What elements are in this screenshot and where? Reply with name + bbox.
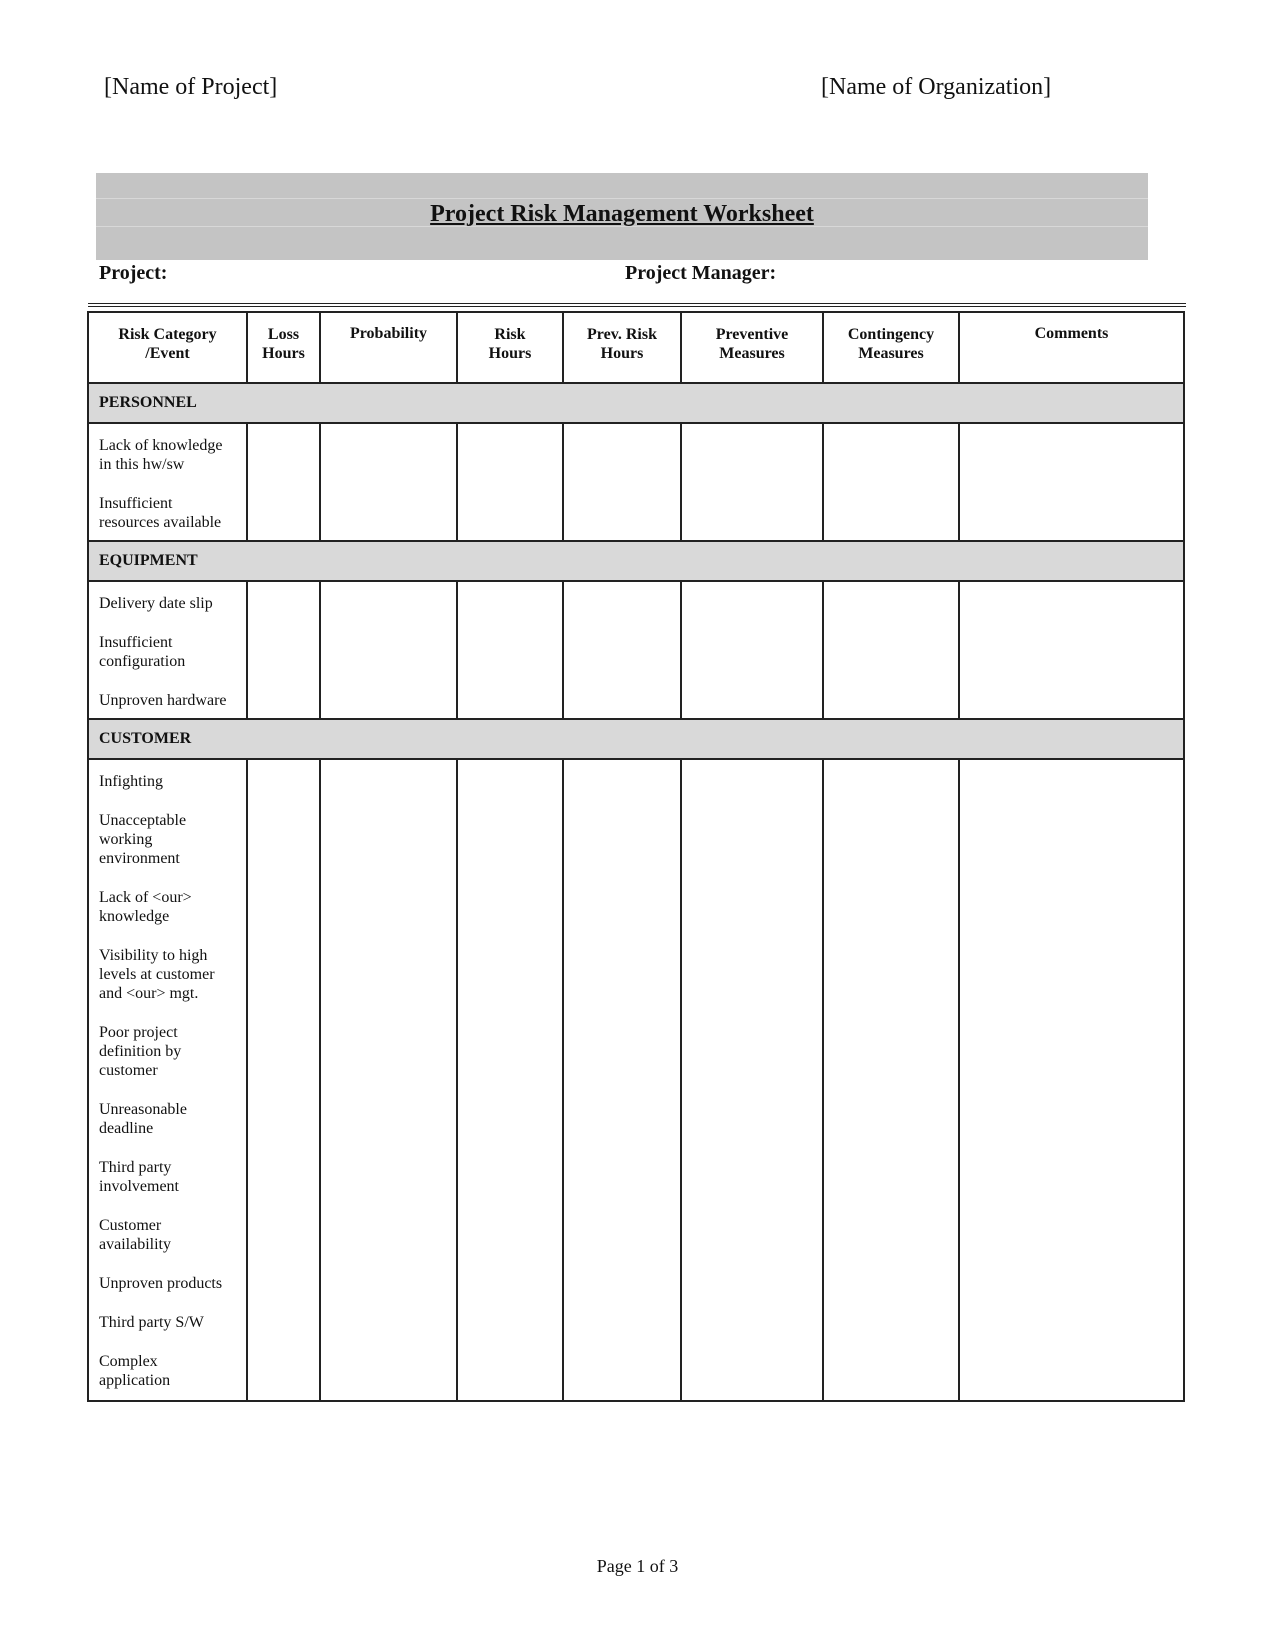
col-loss-hours: Loss Hours <box>247 312 320 383</box>
preventive-measures-cell[interactable] <box>681 581 823 719</box>
loss-hours-cell[interactable] <box>247 581 320 719</box>
organization-name: [Name of Organization] <box>821 74 1052 100</box>
col-probability: Probability <box>320 312 457 383</box>
top-rule-2 <box>88 306 1186 307</box>
col-risk-category: Risk Category /Event <box>88 312 247 383</box>
events-row-customer <box>88 759 1184 1401</box>
events-row-personnel <box>88 423 1184 541</box>
project-field-label: Project: <box>99 262 168 284</box>
contingency-measures-cell[interactable] <box>823 423 959 541</box>
project-manager-field-label: Project Manager: <box>625 262 777 284</box>
category-label: PERSONNEL <box>88 383 1184 423</box>
event-item: Third party involvement <box>99 1159 179 1195</box>
preventive-measures-cell[interactable] <box>681 759 823 1401</box>
event-item: Visibility to high levels at customer and <our> mgt. <box>99 947 215 1002</box>
top-rule <box>88 303 1186 304</box>
comments-cell[interactable] <box>959 759 1184 1401</box>
comments-cell[interactable] <box>959 423 1184 541</box>
preventive-measures-cell[interactable] <box>681 423 823 541</box>
event-item: Infighting <box>99 773 163 790</box>
risk-hours-cell[interactable] <box>457 423 563 541</box>
probability-cell[interactable] <box>320 759 457 1401</box>
prev-risk-hours-cell[interactable] <box>563 423 681 541</box>
category-row-equipment <box>88 541 1184 581</box>
event-item: Lack of knowledge in this hw/sw <box>99 437 223 473</box>
category-label: EQUIPMENT <box>88 541 1184 581</box>
event-item: Lack of <our> knowledge <box>99 889 192 925</box>
event-item: Unproven products <box>99 1275 223 1292</box>
category-label: CUSTOMER <box>88 719 1184 759</box>
risk-hours-cell[interactable] <box>457 581 563 719</box>
col-contingency-measures: Contingency Measures <box>823 312 959 383</box>
event-item: Unproven hardware <box>99 692 227 709</box>
col-preventive-measures: Preventive Measures <box>681 312 823 383</box>
event-item: Third party S/W <box>99 1314 204 1331</box>
probability-cell[interactable] <box>320 423 457 541</box>
contingency-measures-cell[interactable] <box>823 581 959 719</box>
probability-cell[interactable] <box>320 581 457 719</box>
events-cell <box>88 759 247 1401</box>
event-item: Insufficient resources available <box>99 495 222 531</box>
events-row-equipment <box>88 581 1184 719</box>
page-number: Page 1 of 3 <box>596 1556 679 1576</box>
col-comments: Comments <box>959 312 1184 383</box>
comments-cell[interactable] <box>959 581 1184 719</box>
event-item: Poor project definition by customer <box>99 1024 182 1079</box>
events-cell <box>88 581 247 719</box>
event-item: Unreasonable deadline <box>99 1101 187 1137</box>
prev-risk-hours-cell[interactable] <box>563 581 681 719</box>
col-risk-hours: Risk Hours <box>457 312 563 383</box>
project-name: [Name of Project] <box>104 74 278 100</box>
risk-hours-cell[interactable] <box>457 759 563 1401</box>
title-banner <box>96 173 1148 260</box>
event-item: Delivery date slip <box>99 595 213 612</box>
category-row-personnel <box>88 383 1184 423</box>
col-prev-risk-hours: Prev. Risk Hours <box>563 312 681 383</box>
category-row-customer <box>88 719 1184 759</box>
event-item: Complex application <box>99 1353 171 1389</box>
events-cell <box>88 423 247 541</box>
worksheet-title: Project Risk Management Worksheet <box>430 201 814 227</box>
event-item: Insufficient configuration <box>99 634 186 670</box>
loss-hours-cell[interactable] <box>247 423 320 541</box>
prev-risk-hours-cell[interactable] <box>563 759 681 1401</box>
contingency-measures-cell[interactable] <box>823 759 959 1401</box>
header-row <box>88 312 1184 383</box>
event-item: Customer availability <box>99 1217 171 1253</box>
risk-worksheet-table <box>87 311 1185 1402</box>
event-item: Unacceptable working environment <box>99 812 187 867</box>
loss-hours-cell[interactable] <box>247 759 320 1401</box>
